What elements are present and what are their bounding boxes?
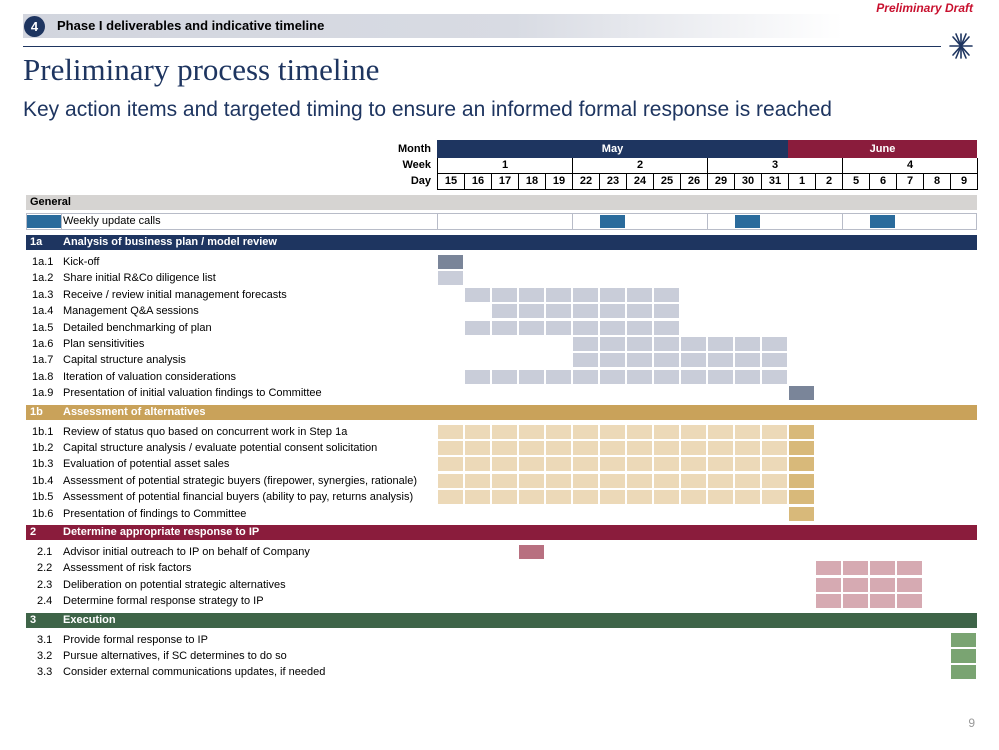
timeline-cell	[627, 353, 652, 367]
timeline-cell	[573, 425, 598, 439]
task-label: Iteration of valuation considerations	[63, 370, 237, 383]
timeline-cell	[492, 474, 517, 488]
week-axis-label: Week	[402, 159, 431, 171]
timeline-cell	[519, 457, 544, 471]
section-title: Phase I deliverables and indicative timeline	[57, 18, 325, 33]
task-label: Advisor initial outreach to IP on behalf of Company	[63, 546, 310, 558]
day-header: 8	[923, 174, 950, 190]
timeline-cell	[681, 353, 706, 367]
timeline-cell	[573, 474, 598, 488]
timeline-cell	[438, 271, 463, 285]
grid-right-edge	[977, 158, 978, 190]
task-code: 2.1	[37, 546, 53, 558]
timeline-cell	[492, 490, 517, 504]
draft-label: Preliminary Draft	[876, 1, 973, 15]
timeline-cell	[465, 474, 490, 488]
day-header: 31	[761, 174, 788, 190]
timeline-cell	[870, 578, 895, 592]
task-code: 1a.4	[32, 305, 54, 318]
week-header: 3	[707, 158, 842, 174]
timeline-cell	[627, 490, 652, 504]
timeline-cell	[546, 321, 571, 335]
task-label: Assessment of potential strategic buyers (firepower, synergies, rationale)	[63, 474, 417, 487]
timeline-cell	[789, 507, 814, 521]
band-title: Analysis of business plan / model review	[63, 236, 277, 248]
timeline-cell	[708, 353, 733, 367]
timeline-cell	[681, 474, 706, 488]
day-header: 25	[653, 174, 680, 190]
timeline-cell	[735, 425, 760, 439]
weekly-calls-label: Weekly update calls	[63, 215, 161, 227]
timeline-cell	[843, 561, 868, 575]
band-code: 2	[30, 526, 37, 538]
page-subtitle: Key action items and targeted timing to ensure an informed formal response is reached	[23, 98, 832, 121]
weekly-calls-separator	[707, 214, 708, 229]
day-header: 16	[464, 174, 491, 190]
day-header: 15	[437, 174, 464, 190]
timeline-cell	[465, 490, 490, 504]
timeline-cell	[654, 288, 679, 302]
timeline-cell	[465, 288, 490, 302]
timeline-cell	[492, 321, 517, 335]
timeline-cell	[681, 425, 706, 439]
weekly-calls-separator	[572, 214, 573, 229]
timeline-cell	[951, 665, 976, 679]
timeline-cell	[816, 578, 841, 592]
timeline-cell	[546, 441, 571, 455]
timeline-cell	[438, 490, 463, 504]
timeline-cell	[600, 490, 625, 504]
timeline-cell	[843, 578, 868, 592]
timeline-cell	[762, 337, 787, 351]
timeline-cell	[546, 288, 571, 302]
task-code: 3.3	[37, 666, 53, 679]
timeline-cell	[465, 321, 490, 335]
timeline-cell	[600, 457, 625, 471]
task-label: Evaluation of potential asset sales	[63, 458, 230, 471]
timeline-cell	[735, 370, 760, 384]
task-label: Receive / review initial management forecasts	[63, 288, 287, 301]
day-header: 9	[950, 174, 977, 190]
timeline-cell	[438, 255, 463, 269]
timeline-cell	[438, 441, 463, 455]
timeline-cell	[573, 353, 598, 367]
task-label: Presentation of findings to Committee	[63, 507, 247, 520]
timeline-cell	[492, 304, 517, 318]
band-code: 1a	[30, 236, 43, 248]
task-code: 1a.8	[32, 370, 54, 383]
weekly-calls-swatch	[27, 215, 61, 228]
task-code: 1a.9	[32, 387, 54, 400]
task-label: Presentation of initial valuation findings to Committee	[63, 387, 322, 400]
timeline-cell	[762, 370, 787, 384]
timeline-cell	[492, 370, 517, 384]
timeline-cell	[843, 594, 868, 608]
task-code: 1b.6	[32, 507, 54, 520]
timeline-cell	[708, 490, 733, 504]
timeline-cell	[735, 353, 760, 367]
task-code: 1a.3	[32, 288, 54, 301]
week-header: 2	[572, 158, 707, 174]
day-header: 1	[788, 174, 815, 190]
timeline-cell	[600, 370, 625, 384]
band-1a	[26, 235, 977, 250]
band-1b	[26, 405, 977, 420]
timeline-cell	[870, 594, 895, 608]
timeline-cell	[492, 441, 517, 455]
timeline-cell	[681, 337, 706, 351]
day-header: 18	[518, 174, 545, 190]
timeline-cell	[600, 304, 625, 318]
timeline-cell	[951, 633, 976, 647]
timeline-cell	[762, 474, 787, 488]
day-header: 24	[626, 174, 653, 190]
timeline-cell	[438, 474, 463, 488]
timeline-cell	[465, 425, 490, 439]
band-code: 1b	[30, 405, 43, 418]
timeline-cell	[600, 353, 625, 367]
weekly-call-marker	[600, 215, 625, 228]
header-divider	[23, 46, 941, 47]
task-label: Review of status quo based on concurrent work in Step 1a	[63, 425, 348, 438]
timeline-cell	[627, 304, 652, 318]
timeline-cell	[438, 457, 463, 471]
timeline-cell	[519, 304, 544, 318]
task-code: 1b.3	[32, 458, 54, 471]
timeline-cell	[654, 457, 679, 471]
day-header: 6	[869, 174, 896, 190]
task-code: 1b.4	[32, 474, 54, 487]
task-label: Consider external communications updates, if needed	[63, 666, 326, 679]
timeline-cell	[519, 441, 544, 455]
day-header: 22	[572, 174, 599, 190]
task-code: 1a.2	[32, 272, 54, 285]
timeline-cell	[465, 370, 490, 384]
timeline-cell	[762, 425, 787, 439]
task-label: Assessment of risk factors	[63, 562, 192, 575]
task-code: 1b.2	[32, 442, 54, 454]
timeline-cell	[681, 441, 706, 455]
timeline-cell	[573, 337, 598, 351]
timeline-cell	[627, 321, 652, 335]
timeline-cell	[816, 561, 841, 575]
task-label: Provide formal response to IP	[63, 633, 208, 646]
band-3	[26, 613, 977, 628]
day-header: 19	[545, 174, 572, 190]
timeline-cell	[654, 337, 679, 351]
timeline-cell	[654, 490, 679, 504]
timeline-cell	[762, 353, 787, 367]
task-code: 3.1	[37, 633, 53, 646]
task-code: 1a.5	[32, 321, 54, 334]
timeline-cell	[654, 304, 679, 318]
timeline-cell	[762, 441, 787, 455]
task-label: Share initial R&Co diligence list	[63, 272, 216, 285]
timeline-cell	[519, 425, 544, 439]
timeline-cell	[708, 457, 733, 471]
page-number: 9	[968, 716, 975, 730]
timeline-cell	[546, 457, 571, 471]
timeline-cell	[519, 370, 544, 384]
timeline-cell	[519, 474, 544, 488]
day-header: 17	[491, 174, 518, 190]
starburst-logo-icon	[946, 30, 976, 62]
task-code: 1a.6	[32, 338, 54, 350]
timeline-cell	[654, 353, 679, 367]
timeline-cell	[600, 288, 625, 302]
band-general	[26, 195, 977, 210]
task-label: Pursue alternatives, if SC determines to do so	[63, 650, 287, 662]
weekly-call-marker	[735, 215, 760, 228]
timeline-cell	[708, 337, 733, 351]
week-header: 4	[842, 158, 977, 174]
month-axis-label: Month	[398, 143, 431, 155]
task-code: 1b.5	[32, 491, 54, 504]
timeline-cell	[735, 441, 760, 455]
timeline-cell	[546, 425, 571, 439]
timeline-cell	[789, 474, 814, 488]
weekly-calls-separator	[61, 214, 62, 229]
timeline-cell	[546, 370, 571, 384]
timeline-cell	[789, 490, 814, 504]
day-header: 30	[734, 174, 761, 190]
timeline-cell	[789, 441, 814, 455]
task-label: Capital structure analysis / evaluate potential consent solicitation	[63, 442, 378, 454]
timeline-cell	[816, 594, 841, 608]
weekly-calls-row	[26, 213, 977, 230]
timeline-cell	[681, 370, 706, 384]
timeline-cell	[600, 474, 625, 488]
day-header: 2	[815, 174, 842, 190]
timeline-cell	[519, 321, 544, 335]
timeline-cell	[897, 594, 922, 608]
timeline-cell	[519, 490, 544, 504]
timeline-cell	[708, 474, 733, 488]
timeline-cell	[573, 304, 598, 318]
timeline-cell	[627, 474, 652, 488]
timeline-cell	[600, 425, 625, 439]
timeline-cell	[735, 457, 760, 471]
task-label: Detailed benchmarking of plan	[63, 321, 212, 334]
timeline-cell	[627, 457, 652, 471]
timeline-cell	[627, 425, 652, 439]
task-code: 2.4	[37, 595, 53, 608]
timeline-cell	[546, 474, 571, 488]
timeline-cell	[789, 425, 814, 439]
timeline-cell	[492, 457, 517, 471]
task-code: 2.3	[37, 578, 53, 591]
task-code: 2.2	[37, 562, 53, 575]
timeline-cell	[735, 337, 760, 351]
timeline-cell	[519, 288, 544, 302]
task-label: Kick-off	[63, 256, 100, 268]
band-title: Determine appropriate response to IP	[63, 526, 260, 538]
task-label: Plan sensitivities	[63, 338, 145, 350]
task-label: Determine formal response strategy to IP	[63, 595, 264, 608]
task-label: Deliberation on potential strategic alternatives	[63, 578, 286, 591]
band-title: Execution	[63, 613, 116, 626]
band-title: Assessment of alternatives	[63, 405, 206, 418]
timeline-cell	[492, 288, 517, 302]
task-code: 1a.1	[32, 256, 54, 268]
timeline-cell	[573, 288, 598, 302]
timeline-cell	[438, 425, 463, 439]
task-label: Management Q&A sessions	[63, 305, 199, 318]
task-code: 1b.1	[32, 425, 54, 438]
task-label: Capital structure analysis	[63, 354, 186, 367]
timeline-cell	[573, 441, 598, 455]
timeline-cell	[789, 457, 814, 471]
timeline-cell	[627, 370, 652, 384]
band-2	[26, 525, 977, 540]
timeline-cell	[708, 425, 733, 439]
timeline-cell	[735, 474, 760, 488]
timeline-cell	[465, 457, 490, 471]
task-label: Assessment of potential financial buyers (ability to pay, returns analysis)	[63, 491, 414, 504]
timeline-cell	[573, 370, 598, 384]
timeline-cell	[708, 370, 733, 384]
timeline-cell	[654, 441, 679, 455]
timeline-cell	[600, 337, 625, 351]
timeline-cell	[627, 288, 652, 302]
timeline-cell	[789, 386, 814, 400]
timeline-cell	[600, 441, 625, 455]
timeline-cell	[627, 337, 652, 351]
timeline-cell	[762, 457, 787, 471]
month-header: May	[437, 140, 788, 158]
day-header: 26	[680, 174, 707, 190]
timeline-cell	[681, 490, 706, 504]
day-header: 7	[896, 174, 923, 190]
timeline-cell	[573, 490, 598, 504]
timeline-cell	[762, 490, 787, 504]
timeline-cell	[735, 490, 760, 504]
section-number: 4	[24, 16, 45, 37]
week-header: 1	[437, 158, 572, 174]
timeline-cell	[897, 578, 922, 592]
task-code: 1a.7	[32, 354, 54, 367]
timeline-cell	[573, 321, 598, 335]
band-code: 3	[30, 613, 37, 626]
timeline-cell	[627, 441, 652, 455]
timeline-cell	[492, 425, 517, 439]
timeline-cell	[519, 545, 544, 559]
task-code: 3.2	[37, 650, 53, 662]
timeline-cell	[654, 474, 679, 488]
timeline-cell	[708, 441, 733, 455]
timeline-cell	[681, 457, 706, 471]
timeline-cell	[951, 649, 976, 663]
day-header: 5	[842, 174, 869, 190]
timeline-cell	[465, 441, 490, 455]
timeline-cell	[546, 490, 571, 504]
day-axis-label: Day	[410, 175, 431, 187]
timeline-cell	[870, 561, 895, 575]
weekly-calls-separator	[437, 214, 438, 229]
band-general-label: General	[30, 196, 71, 208]
timeline-cell	[654, 425, 679, 439]
timeline-cell	[600, 321, 625, 335]
timeline-cell	[654, 370, 679, 384]
day-header: 23	[599, 174, 626, 190]
month-header: June	[788, 140, 977, 158]
weekly-call-marker	[870, 215, 895, 228]
day-header: 29	[707, 174, 734, 190]
timeline-cell	[897, 561, 922, 575]
timeline-cell	[654, 321, 679, 335]
weekly-calls-separator	[842, 214, 843, 229]
timeline-cell	[573, 457, 598, 471]
timeline-cell	[546, 304, 571, 318]
page-title: Preliminary process timeline	[23, 52, 380, 87]
